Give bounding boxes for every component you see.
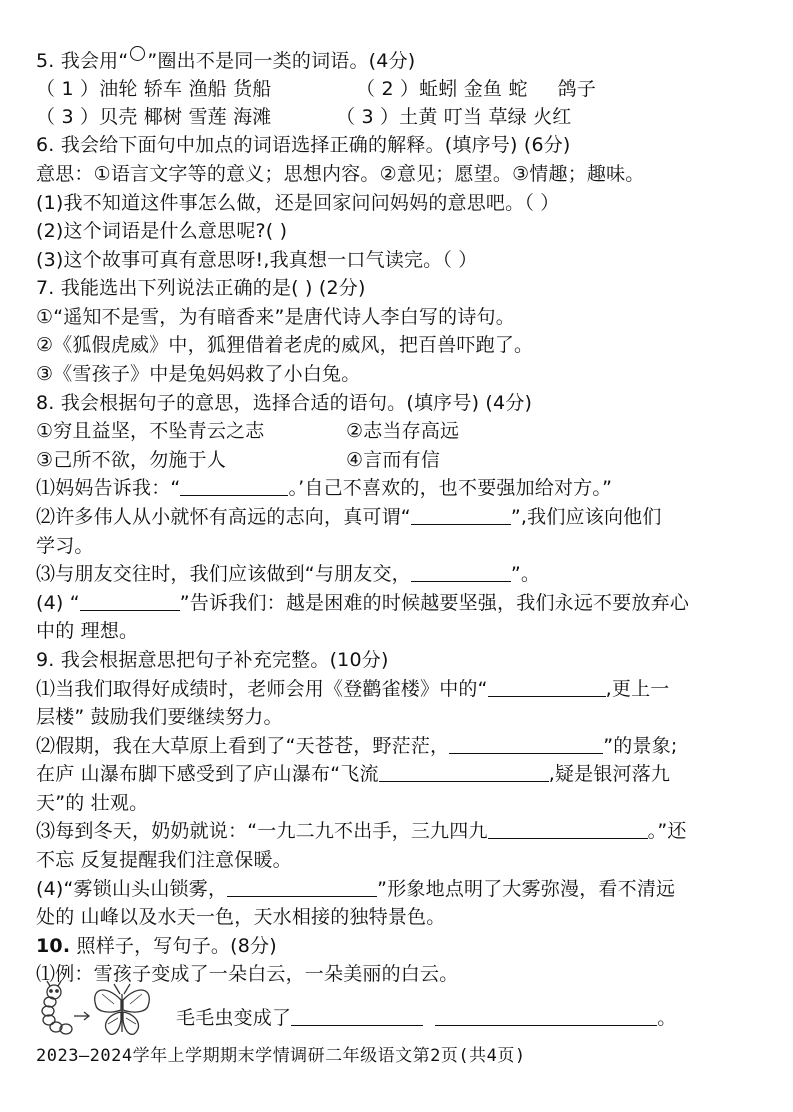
- q5-group3-words: 贝壳 椰树 雪莲 海滩: [99, 106, 272, 128]
- caterpillar-butterfly-icon: [36, 980, 156, 1042]
- q10-example: ⑴例：雪孩子变成了一朵白云，一朵美丽的白云。: [36, 963, 459, 985]
- q9-s4-post: ”形象地点明了大雾弥漫，看不清远: [377, 878, 676, 900]
- q9-sentence-4: [36, 875, 775, 903]
- q6-title: 6. 我会给下面句中加点的词语选择正确的解释。(填序号) (6分): [36, 134, 571, 156]
- q8-s2-pre: ⑵许多伟人从小就怀有高远的志向，真可谓“: [36, 506, 411, 528]
- q9-sentence-3: [36, 817, 775, 845]
- q8-choices-row1: [36, 417, 775, 445]
- q8-blank-1[interactable]: [180, 477, 288, 496]
- q7-option-3: ③《雪孩子》中是兔妈妈救了小白兔。: [36, 363, 361, 385]
- q5-group4-label: （ 3 ）: [336, 106, 400, 128]
- q5-row1: [36, 75, 775, 103]
- q9-s1-post: ,更上一: [605, 678, 670, 700]
- q9-blank-3[interactable]: [379, 763, 549, 782]
- q9-s2b-post: ,疑是银河落九: [548, 763, 671, 785]
- q8-choice-4: ④言而有信: [346, 449, 441, 471]
- q6-sentence-1: (1)我不知道这件事怎么做，还是回家问问妈妈的意思吧。（ ）: [36, 192, 560, 214]
- q8-choice-3: ③己所不欲，勿施于人: [36, 449, 227, 471]
- q5-row2: [36, 103, 775, 131]
- q10-number: 10.: [36, 935, 71, 957]
- q5-group3-label: （ 3 ）: [36, 106, 100, 128]
- q5-title-post: ”圈出不是同一类的词语。(4分): [147, 50, 416, 72]
- q8-sentence-3: [36, 560, 775, 588]
- q9-sentence-3-cont: 不忘 反复提醒我们注意保暖。: [36, 849, 292, 871]
- q8-s1-pre: ⑴妈妈告诉我：“: [36, 477, 181, 499]
- q9-blank-4[interactable]: [488, 820, 648, 839]
- q9-s2-post: ”的景象;: [603, 735, 678, 757]
- q7-title: 7. 我能选出下列说法正确的是( ) (2分): [36, 277, 366, 299]
- circle-symbol-icon: [130, 46, 145, 61]
- q9-sentence-1: [36, 675, 775, 703]
- q10-blank-2[interactable]: [435, 1007, 657, 1026]
- q5-group2: [356, 75, 596, 103]
- q8-choices-row2: [36, 446, 775, 474]
- q5-group4: [336, 103, 572, 131]
- q10-title: [36, 932, 775, 960]
- q8-sentence-1: [36, 474, 775, 502]
- q8-sentence-2: [36, 503, 775, 531]
- q8-sentence-2-cont: 学习。: [36, 535, 94, 557]
- q9-title: 9. 我会根据意思把句子补充完整。(10分): [36, 649, 389, 671]
- q9-sentence-2-cont: 天”的 壮观。: [36, 792, 149, 814]
- page-footer: 2023—2024学年上学期期末学情调研二年级语文第2页(共4页): [36, 1046, 526, 1066]
- q7-option-1: ①“遥知不是雪，为有暗香来”是唐代诗人李白写的诗句。: [36, 306, 515, 328]
- q9-sentence-1-cont: 层楼” 鼓励我们要继续努力。: [36, 706, 283, 728]
- q9-s3-post: 。”还: [647, 820, 687, 842]
- q8-title: 8. 我会根据句子的意思，选择合适的语句。(填序号) (4分): [36, 392, 533, 414]
- q9-blank-2[interactable]: [449, 735, 603, 754]
- q8-s4-pre: (4) “: [36, 592, 80, 614]
- q9-s2-pre: ⑵假期，我在大草原上看到了“天苍苍，野茫茫，: [36, 735, 450, 757]
- q9-s2b-pre: 在庐 山瀑布脚下感受到了庐山瀑布“飞流: [36, 763, 379, 785]
- q10-prompt: 毛毛虫变成了: [176, 1007, 292, 1029]
- q8-sentence-4: [36, 589, 775, 617]
- q9-sentence-2b: [36, 760, 775, 788]
- q9-sentence-2: [36, 732, 775, 760]
- q9-blank-1[interactable]: [488, 678, 606, 697]
- q5-group2-words: 蚯蚓 金鱼 蛇: [419, 78, 528, 100]
- q8-s2-post: ”,我们应该向他们: [510, 506, 662, 528]
- q8-sentence-4-cont: 中的 理想。: [36, 620, 139, 642]
- q9-s4-pre: (4)“雾锁山头山锁雾，: [36, 878, 228, 900]
- q8-s1-post: 。’自己不喜欢的，也不要强加给对方。”: [288, 477, 613, 499]
- q7-option-2: ②《狐假虎威》中，狐狸借着老虎的威风，把百兽吓跑了。: [36, 334, 534, 356]
- q6-meanings: 意思：①语言文字等的意义；思想内容。②意见；愿望。③情趣；趣味。: [36, 163, 645, 185]
- q6-sentence-3: (3)这个故事可真有意思呀!,我真想一口气读完。（ ）: [36, 249, 478, 271]
- q10-end-mark: 。: [657, 1007, 677, 1029]
- q5-group2-extra: 鸽子: [557, 78, 597, 100]
- q10-sentence-1: [176, 1004, 775, 1032]
- q5-group2-label: （ 2 ）: [356, 78, 420, 100]
- q5-group4-words: 土黄 叮当 草绿 火红: [399, 106, 572, 128]
- q6-sentence-2: (2)这个词语是什么意思呢?( ): [36, 220, 288, 242]
- q8-s3-pre: ⑶与朋友交往时，我们应该做到“与朋友交，: [36, 563, 411, 585]
- q8-choice-1: ①穷且益坚，不坠青云之志: [36, 420, 265, 442]
- q10-blank-1[interactable]: [291, 1007, 423, 1026]
- q5-group1-label: （ 1 ）: [36, 78, 100, 100]
- q8-s4-post: ”告诉我们：越是困难的时候越要坚强，我们永远不要放弃心: [179, 592, 690, 614]
- q5-title-pre: 5. 我会用“: [36, 50, 129, 72]
- q9-blank-5[interactable]: [227, 878, 377, 897]
- q9-s3-pre: ⑶每到冬天，奶奶就说：“一九二九不出手，三九四九: [36, 820, 488, 842]
- q10-title-text: 照样子，写句子。(8分): [70, 935, 277, 957]
- q9-sentence-4-cont: 处的 山峰以及水天一色，天水相接的独特景色。: [36, 906, 446, 928]
- q8-s3-post: ”。: [510, 563, 541, 585]
- q8-blank-3[interactable]: [411, 563, 511, 582]
- q5-group1-words: 油轮 轿车 渔船 货船: [99, 78, 272, 100]
- q5-title: [36, 46, 775, 75]
- q8-choice-2: ②志当存高远: [346, 420, 460, 442]
- q9-s1-pre: ⑴当我们取得好成绩时，老师会用《登鹳雀楼》中的“: [36, 678, 488, 700]
- q8-blank-4[interactable]: [80, 592, 180, 611]
- q8-blank-2[interactable]: [411, 506, 511, 525]
